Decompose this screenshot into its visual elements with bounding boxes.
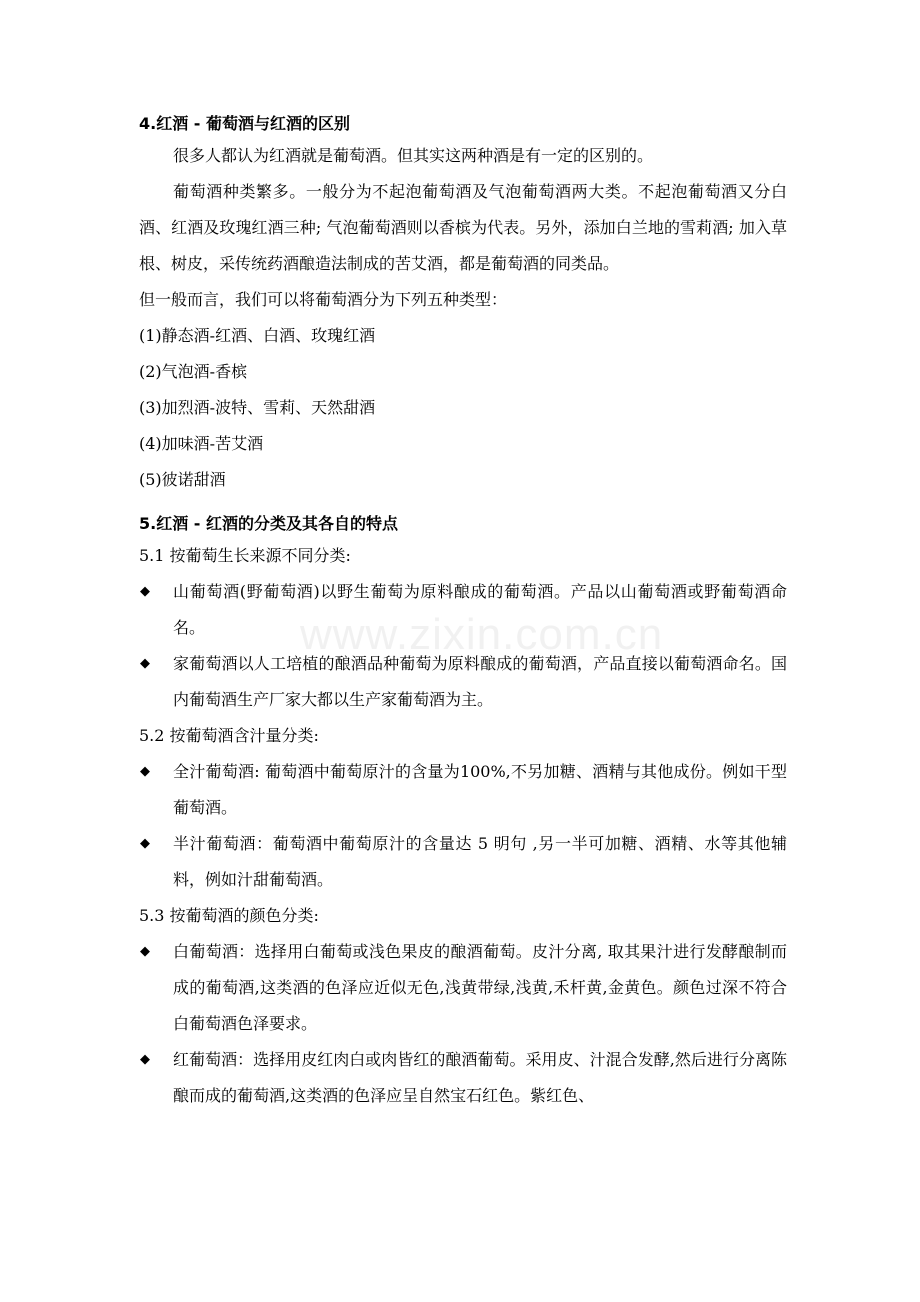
diamond-bullet-icon: ◆ — [140, 944, 150, 959]
type-item-3: (3)加烈酒-波特、雪莉、天然甜酒 — [139, 398, 376, 417]
bullet-item — [139, 826, 787, 898]
subsection-5-1-title: 5.1 按葡萄生长来源不同分类: — [139, 546, 351, 565]
bullet-text: 全汁葡萄酒: 葡萄酒中葡萄原汁的含量为100%,不另加糖、酒精与其他成份。例如干型葡萄酒。 — [173, 762, 787, 817]
section-4-intro: 很多人都认为红酒就是葡萄酒。但其实这两种酒是有一定的区别的。 — [173, 146, 654, 165]
section-4-paragraph: 葡萄酒种类繁多。一般分为不起泡葡萄酒及气泡葡萄酒两大类。不起泡葡萄酒又分白酒、红酒及玫瑰红酒三种; 气泡葡萄酒则以香槟为代表。另外，添加白兰地的雪莉酒; 加入草根、树皮，采传统药酒酿造法制成的苦艾酒，都是葡萄酒的同类品。 — [139, 182, 787, 273]
bullet-text: 白葡萄酒：选择用白葡萄或浅色果皮的酿酒葡萄。皮汁分离, 取其果汁进行发酵酿制而成的葡萄酒,这类酒的色泽应近似无色,浅黄带绿,浅黄,禾杆黄,金黄色。颜色过深不符合白葡萄酒色泽要求。 — [173, 942, 787, 1033]
subsection-5-2-title: 5.2 按葡萄酒含汁量分类: — [139, 726, 319, 745]
type-item-5: (5)彼诺甜酒 — [139, 470, 226, 489]
bullet-item — [139, 934, 787, 1042]
watermark: www.zixin.com.cn — [300, 610, 664, 659]
bullet-item — [139, 646, 787, 718]
section-4-lead: 但一般而言，我们可以将葡萄酒分为下列五种类型： — [139, 290, 508, 309]
diamond-bullet-icon: ◆ — [140, 764, 150, 779]
diamond-bullet-icon: ◆ — [140, 656, 150, 671]
bullet-item — [139, 1042, 787, 1114]
diamond-bullet-icon: ◆ — [140, 584, 150, 599]
diamond-bullet-icon: ◆ — [140, 1052, 150, 1067]
document-body — [139, 110, 787, 1114]
bullet-text: 红葡萄酒：选择用皮红肉白或肉皆红的酿酒葡萄。采用皮、汁混合发酵,然后进行分离陈酿而成的葡萄酒,这类酒的色泽应呈自然宝石红色。紫红色、 — [173, 1050, 787, 1105]
type-item-4: (4)加味酒-苦艾酒 — [139, 434, 264, 453]
bullet-item — [139, 754, 787, 826]
section-4-heading: 4.红酒 - 葡萄酒与红酒的区别 — [139, 114, 350, 133]
section-5-heading: 5.红酒 - 红酒的分类及其各自的特点 — [139, 514, 398, 533]
type-item-2: (2)气泡酒-香槟 — [139, 362, 248, 381]
bullet-item — [139, 574, 787, 646]
diamond-bullet-icon: ◆ — [140, 836, 150, 851]
subsection-5-3-title: 5.3 按葡萄酒的颜色分类: — [139, 906, 319, 925]
bullet-text: 半汁葡萄酒：葡萄酒中葡萄原汁的含量达 5 明句 ,另一半可加糖、酒精、水等其他辅料，例如汁甜葡萄酒。 — [173, 834, 787, 889]
bullet-text: 家葡萄酒以人工培植的酿酒品种葡萄为原料酿成的葡萄酒，产品直接以葡萄酒命名。国内葡萄酒生产厂家大都以生产家葡萄酒为主。 — [173, 654, 787, 709]
bullet-text: 山葡萄酒(野葡萄酒)以野生葡萄为原料酿成的葡萄酒。产品以山葡萄酒或野葡萄酒命名。 — [173, 582, 787, 637]
type-item-1: (1)静态酒-红酒、白酒、玫瑰红酒 — [139, 326, 376, 345]
